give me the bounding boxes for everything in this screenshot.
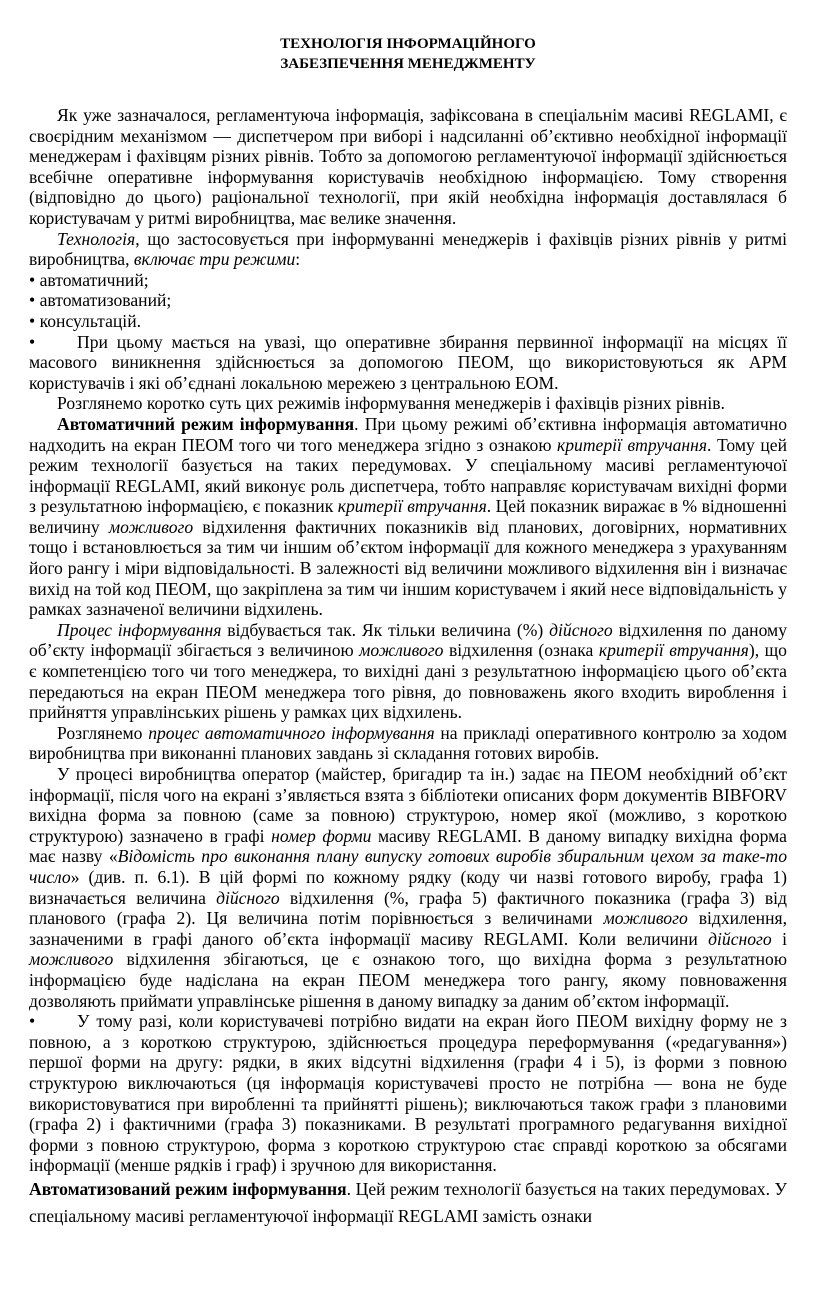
emphasis-three-modes: включає три режими [133,249,296,270]
modes-list [29,270,787,332]
list-item: • автоматичний; [29,269,149,290]
title-line-1: ТЕХНОЛОГІЯ ІНФОРМАЦІЙНОГО [280,36,536,52]
paragraph-production: У процесі виробництва оператор (майстер, бригадир та ін.) задає на ПЕОМ необхідний об’єкт інформації, після чого на екрані з’являється взята з бібліотеки описаних форм документів BIBFORV вихідна форма за повною (саме за повною) структурою, номер якої (можливо, з короткою структурою) зазначено в графі номер форми масиву REGLAMI. В даному випадку вихідна форма має назву «Відомість про виконання плану випуску готових виробів збиральним цехом за таке-то число» (див. п. 6.1). В цій формі по кожному рядку (коду чи назві готового виробу, графа 1) визначається величина дійсного відхилення (%, графа 5) фактичного показника (графа 3) від планового (графа 2). Ця величина потім порівнюється з величинами можливого відхилення, зазначеними в графі даного об’єкта інформації масиву REGLAMI. Коли величини дійсного і можливого відхилення збігаються, це є ознакою того, що вихідна форма з результатною інформацією буде надіслана на екран ПЕОМ менеджера того рангу, якому повноваження дозволяють приймати управлінське рішення в даному випадку за даним об’єктом інформації. [29,764,787,1011]
heading-automated-mode: Автоматизований режим інформування [29,1178,347,1199]
paragraph-technology: Технологія, що застосовується при інформуванні менеджерів і фахівців різних рівнів у ритмі виробництва, включає три режими: [29,228,787,270]
paragraph-example: Розглянемо процес автоматичного інформування на прикладі оперативного контролю за ходом виробництва при виконанні планових завдань зі складання готових виробів. [29,722,788,764]
term-technology: Технологія [57,228,136,249]
paragraph-automated-mode: Автоматизований режим інформування. Цей режим технології базується на таких передумовах. У спеціальному масиві регламентуючої інформації REGLAMI замість ознаки [29,1178,787,1226]
paragraph-process: Процес інформування відбувається так. Як тільки величина (%) дійсного відхилення по даному об’єкту інформації збігається з величиною можливого відхилення (ознака критерії втручання), що є компетенцією того чи того менеджера, то вихідні дані з результатною інформацією цього об’єкта передаються на екран ПЕОМ менеджера того рівня, до повноважень якого входить вироблення і прийняття управлінських рішень у рамках цих відхилень. [29,619,787,723]
document-title [29,34,787,74]
heading-automatic-mode: Автоматичний режим інформування [57,413,355,434]
bullet-icon: • [29,310,36,331]
title-line-2: ЗАБЕЗПЕЧЕННЯ МЕНЕДЖМЕНТУ [280,56,536,72]
bullet-icon: • [29,290,36,311]
paragraph-reformatting: • У тому разі, коли користувачеві потрібно видати на екран його ПЕОМ вихідну форму не з повною, а з короткою структурою, здійснюється процедура переформування («редагування») першої форми на другу: рядки, в яких відсутні відхилення (графи 4 і 5), із форми з повною структурою виключаються (ця інформація користувачеві просто не потрібна — вона не буде використовуватися при виробленні та прийнятті рішень); виключаються також графи з плановими (графа 2) і фактичними (графа 3) показниками. В результаті програмного редагування вихідної форми з повною структурою, форма з короткою структурою стає справді короткою за обсягами інформації (менше рядків і граф) і зручною для використання. [29,1011,787,1176]
list-item: • автоматизований; [29,290,172,311]
bullet-icon: • [29,331,36,352]
bullet-icon: • [29,269,36,290]
paragraph-intro: Як уже зазначалося, регламентуюча інформація, зафіксована в спеціальнім масиві REGLAMI, є своєрідним механізмом — диспетчером при виборі і надсиланні об’єктивно необхідної інформації менеджерам і фахівцям різних рівнів. Тобто за допомогою регламентуючої інформації здійснюється всебічне оперативне інформування користувачів необхідною інформацією. Тому створення (відповідно до цього) раціональної технології, при якій необхідна інформація доставлялася б користувачам у ритмі виробництва, має велике значення. [29,105,787,228]
list-item: • консультацій. [29,310,142,331]
paragraph-review: Розглянемо коротко суть цих режимів інформування менеджерів і фахівців різних рівнів. [57,393,725,414]
bullet-icon: • [29,1011,36,1032]
paragraph-automatic-mode: Автоматичний режим інформування. При цьому режимі об’єктивна інформація автоматично надходить на екран ПЕОМ того чи того менеджера згідно з ознакою критерії втручання. Тому цей режим технології базується на таких передумовах. У спеціальному масиві регламентуючої інформації REGLAMI, який виконує роль диспетчера, тобто направляє користувачам вихідні форми з результатною інформацією, є показник критерії втручання. Цей показник виражає в % відношенні величину можливого відхилення фактичних показників від планових, договірних, нормативних тощо і встановлюється за тим чи іншим об’єктом інформації для кожного менеджера з урахуванням його рангу і міри відповідальності. В залежності від величини можливого відхилення він і визначає вихід на той код ПЕОМ, що закріплена за тим чи іншим користувачем і який несе відповідальність у рамках зазначеної величини відхилень. [29,413,788,620]
paragraph-data-collection: • При цьому мається на увазі, що оперативне збирання первинної інформації на місцях її масового виникнення здійснюється за допомогою ПЕОМ, що використовуються як АРМ користувачів і які об’єднані локальною мережею з центральною ЕОМ. [29,331,787,393]
